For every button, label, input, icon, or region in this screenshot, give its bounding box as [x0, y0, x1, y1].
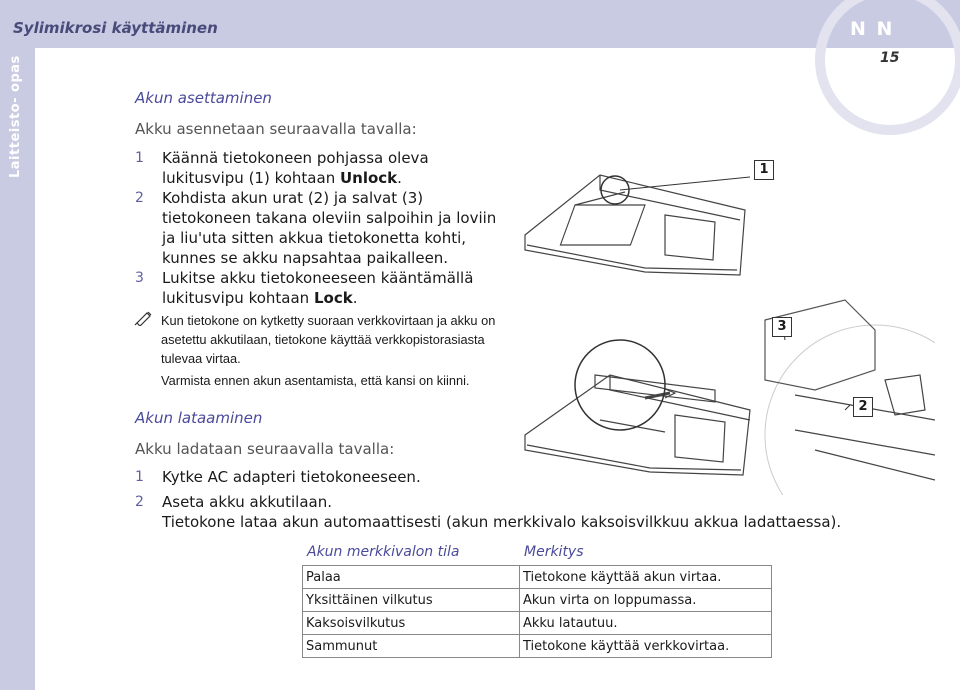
step-line: Kohdista akun urat (2) ja salvat (3): [162, 189, 424, 207]
laptop-bottom-illustration: [525, 375, 750, 475]
note-text: Varmista ennen akun asentamista, että kansi on kiinni.: [161, 373, 470, 388]
table-row: [303, 566, 772, 589]
sidebar-band: [0, 48, 35, 690]
step-line: Tietokone lataa akun automaattisesti (akun merkkivalo kaksoisvilkkuu akkua ladattaessa).: [162, 513, 842, 531]
note-line: tulevaa virtaa.: [161, 351, 241, 366]
step-text: [162, 148, 429, 188]
nav-arrows-icon[interactable]: N N: [850, 18, 895, 40]
table-cell: Tietokone käyttää akun virtaa.: [520, 566, 772, 589]
step-line: Aseta akku akkutilaan.: [162, 493, 333, 511]
table-header-state: Akun merkkivalon tila: [307, 544, 460, 560]
step-punct: .: [397, 169, 402, 187]
page-number: 15: [880, 50, 900, 66]
sidebar-label: Laitteisto- opas: [8, 55, 23, 178]
callout-1: 1: [754, 160, 774, 180]
step-text: [162, 268, 473, 308]
callout-2: 2: [853, 397, 873, 417]
step-number: 3: [135, 270, 144, 286]
pencil-note-icon: [134, 310, 154, 326]
step-text: [162, 492, 841, 532]
section-heading-charge: Akun lataaminen: [135, 409, 263, 427]
step-line: lukitusvipu (1) kohtaan: [162, 169, 340, 187]
running-title: Sylimikrosi käyttäminen: [13, 19, 218, 37]
step-line: lukitusvipu kohtaan: [162, 289, 314, 307]
step-line: Lukitse akku tietokoneeseen kääntämällä: [162, 269, 474, 287]
battery-installation-figure: [515, 150, 935, 495]
step-line: tietokoneen takana oleviin salpoihin ja loviin: [162, 209, 497, 227]
note-line: asetettu akkutilaan, tietokone käyttää verkkopistorasiasta: [161, 332, 485, 347]
list-item: [135, 467, 535, 487]
table-cell: Kaksoisvilkutus: [303, 612, 520, 635]
step-line: kunnes se akku napsahtaa paikalleen.: [162, 249, 449, 267]
table-row: [303, 635, 772, 658]
table-cell: Palaa: [303, 566, 520, 589]
section-intro-install: Akku asennetaan seuraavalla tavalla:: [135, 120, 417, 138]
note-text: [161, 311, 521, 368]
table-cell: Tietokone käyttää verkkovirtaa.: [520, 635, 772, 658]
step-line: Käännä tietokoneen pohjassa oleva: [162, 149, 429, 167]
step-punct: .: [352, 289, 358, 307]
step-text: [162, 188, 496, 268]
table-row: [303, 612, 772, 635]
list-item: [135, 492, 915, 532]
list-item: [135, 148, 515, 188]
step-number: 2: [135, 494, 144, 510]
table-cell: Akku latautuu.: [520, 612, 772, 635]
step-text: Kytke AC adapteri tietokoneeseen.: [162, 468, 421, 486]
step-number: 1: [135, 150, 144, 166]
step-line: ja liu'uta sitten akkua tietokonetta kohti,: [162, 229, 467, 247]
table-cell: Yksittäinen vilkutus: [303, 589, 520, 612]
section-intro-charge: Akku ladataan seuraavalla tavalla:: [135, 440, 395, 458]
section-heading-install: Akun asettaminen: [135, 89, 272, 107]
table-header-meaning: Merkitys: [524, 544, 584, 560]
step-number: 2: [135, 190, 144, 206]
note-line: Kun tietokone on kytketty suoraan verkkovirtaan ja akku on: [161, 313, 496, 328]
table-row: [303, 589, 772, 612]
table-cell: Akun virta on loppumassa.: [520, 589, 772, 612]
indicator-table: [302, 565, 772, 658]
battery-illustration: [595, 375, 715, 402]
step-number: 1: [135, 469, 144, 485]
table-cell: Sammunut: [303, 635, 520, 658]
list-item: [135, 268, 515, 308]
list-item: [135, 188, 515, 268]
step-keyword: Unlock: [339, 169, 398, 187]
step-keyword: Lock: [313, 289, 353, 307]
callout-3: 3: [772, 317, 792, 337]
